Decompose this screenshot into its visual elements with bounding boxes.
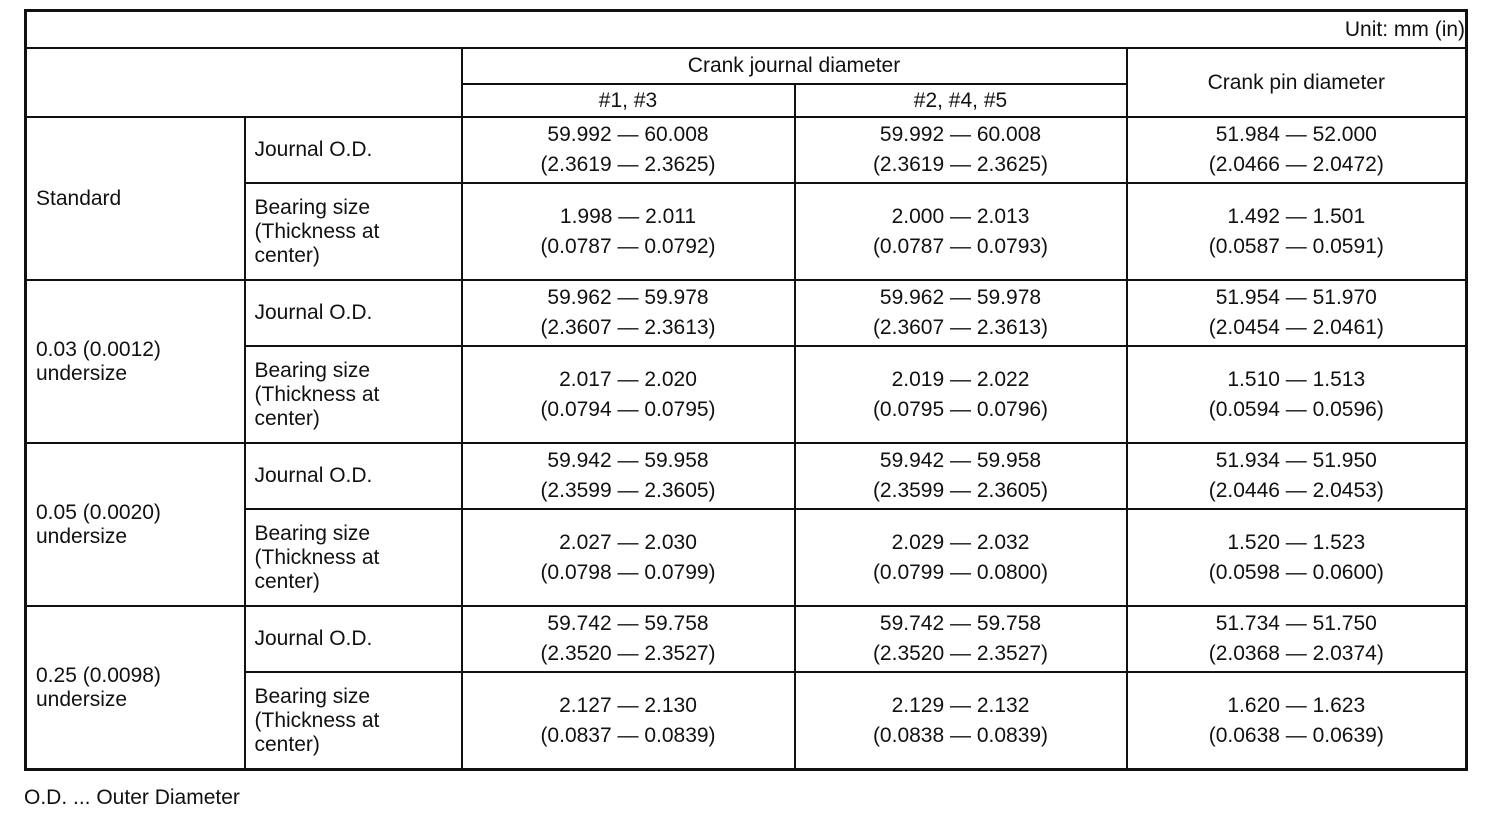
cell-line: undersize: [36, 687, 128, 711]
cell-line: 51.734 — 51.750: [1215, 612, 1377, 635]
cell-line: 2.019 — 2.022: [891, 367, 1030, 391]
cell-line: 59.942 — 59.958: [879, 449, 1042, 472]
cell-line: 59.992 — 60.008: [547, 123, 709, 146]
header-pin-diameter: Crank pin diameter: [1127, 48, 1467, 117]
cell-line: 1.620 — 1.623: [1227, 693, 1366, 717]
value-cell-c1: [462, 606, 795, 672]
cell-line: 0.25 (0.0098): [36, 663, 161, 687]
cell-line: Journal O.D.: [254, 301, 373, 324]
size-group-label: [26, 606, 245, 770]
value-cell-c1: [462, 280, 795, 346]
unit-label: Unit: mm (in): [26, 11, 1467, 49]
row-label: [245, 672, 462, 770]
cell-line: 59.962 — 59.978: [879, 286, 1042, 309]
value-cell-c3: [1127, 509, 1467, 606]
row-label: [245, 509, 462, 606]
cell-line: (0.0638 — 0.0639): [1208, 723, 1384, 747]
cell-line: 2.017 — 2.020: [559, 367, 697, 391]
header-journal-diameter: Crank journal diameter: [462, 48, 1127, 84]
value-cell-c3: [1127, 346, 1467, 443]
cell-line: Bearing size: [254, 195, 371, 219]
row-label: [245, 606, 462, 672]
value-cell-c2: [795, 346, 1127, 443]
cell-line: 51.934 — 51.950: [1215, 449, 1377, 472]
cell-line: (Thickness at: [254, 219, 380, 243]
cell-line: (0.0598 — 0.0600): [1208, 560, 1384, 584]
cell-line: 2.000 — 2.013: [891, 204, 1030, 228]
cell-line: center): [254, 732, 320, 756]
cell-line: (0.0594 — 0.0596): [1208, 397, 1384, 421]
cell-line: (Thickness at: [254, 545, 380, 569]
size-group-label: [26, 443, 245, 606]
cell-line: Journal O.D.: [254, 138, 373, 161]
cell-line: 0.05 (0.0020): [36, 500, 161, 524]
cell-line: Standard: [36, 186, 122, 210]
table-row: [26, 280, 1467, 346]
cell-line: (2.3520 — 2.3527): [872, 642, 1049, 665]
table-row: [26, 117, 1467, 183]
value-cell-c3: [1127, 183, 1467, 280]
value-cell-c2: [795, 606, 1127, 672]
cell-line: (2.0368 — 2.0374): [1208, 642, 1384, 665]
footnote: O.D. ... Outer Diameter: [24, 786, 240, 809]
cell-line: 2.029 — 2.032: [891, 530, 1030, 554]
cell-line: (2.0454 — 2.0461): [1208, 316, 1384, 339]
row-label: [245, 443, 462, 509]
value-cell-c3: [1127, 443, 1467, 509]
value-cell-c3: [1127, 672, 1467, 770]
cell-line: (2.3520 — 2.3527): [540, 642, 716, 665]
table-row: [26, 606, 1467, 672]
header-corner: [26, 48, 462, 117]
cell-line: center): [254, 406, 320, 430]
row-label: [245, 183, 462, 280]
value-cell-c3: [1127, 117, 1467, 183]
cell-line: 2.027 — 2.030: [559, 530, 697, 554]
cell-line: 59.962 — 59.978: [547, 286, 709, 309]
cell-line: (2.0466 — 2.0472): [1208, 153, 1384, 176]
value-cell-c2: [795, 509, 1127, 606]
cell-line: (0.0587 — 0.0591): [1208, 234, 1384, 258]
cell-line: 1.520 — 1.523: [1227, 530, 1366, 554]
cell-line: 2.129 — 2.132: [891, 693, 1030, 717]
cell-line: Bearing size: [254, 684, 371, 708]
header-col-2-4-5: #2, #4, #5: [795, 84, 1127, 117]
bearing-spec-table: [24, 9, 1468, 771]
value-cell-c1: [462, 183, 795, 280]
cell-line: (0.0787 — 0.0793): [872, 234, 1049, 258]
cell-line: (0.0799 — 0.0800): [872, 560, 1049, 584]
cell-line: undersize: [36, 524, 128, 548]
value-cell-c1: [462, 346, 795, 443]
size-group-label: [26, 117, 245, 280]
cell-line: 1.492 — 1.501: [1227, 204, 1366, 228]
value-cell-c1: [462, 672, 795, 770]
value-cell-c1: [462, 509, 795, 606]
cell-line: (2.3607 — 2.3613): [872, 316, 1049, 339]
cell-line: (2.3607 — 2.3613): [540, 316, 716, 339]
cell-line: (2.0446 — 2.0453): [1208, 479, 1384, 502]
value-cell-c2: [795, 117, 1127, 183]
cell-line: 1.998 — 2.011: [559, 204, 697, 228]
cell-line: (0.0798 — 0.0799): [540, 560, 716, 584]
value-cell-c2: [795, 280, 1127, 346]
cell-line: Bearing size: [254, 521, 371, 545]
cell-line: (Thickness at: [254, 708, 380, 732]
cell-line: undersize: [36, 361, 128, 385]
cell-line: (2.3619 — 2.3625): [872, 153, 1049, 176]
cell-line: center): [254, 569, 320, 593]
cell-line: 59.742 — 59.758: [547, 612, 709, 635]
value-cell-c2: [795, 183, 1127, 280]
cell-line: Journal O.D.: [254, 464, 373, 487]
cell-line: (2.3599 — 2.3605): [872, 479, 1049, 502]
cell-line: (Thickness at: [254, 382, 380, 406]
cell-line: 59.992 — 60.008: [879, 123, 1042, 146]
value-cell-c3: [1127, 280, 1467, 346]
value-cell-c3: [1127, 606, 1467, 672]
cell-line: (0.0837 — 0.0839): [540, 723, 716, 747]
cell-line: 59.742 — 59.758: [879, 612, 1042, 635]
cell-line: 51.984 — 52.000: [1215, 123, 1377, 146]
cell-line: (2.3599 — 2.3605): [540, 479, 716, 502]
cell-line: 1.510 — 1.513: [1227, 367, 1366, 391]
cell-line: 51.954 — 51.970: [1215, 286, 1377, 309]
cell-line: center): [254, 243, 320, 267]
row-label: [245, 280, 462, 346]
row-label: [245, 117, 462, 183]
header-row-1: [26, 48, 1467, 84]
cell-line: 2.127 — 2.130: [559, 693, 697, 717]
value-cell-c2: [795, 443, 1127, 509]
value-cell-c1: [462, 117, 795, 183]
row-label: [245, 346, 462, 443]
value-cell-c2: [795, 672, 1127, 770]
cell-line: (0.0795 — 0.0796): [872, 397, 1049, 421]
size-group-label: [26, 280, 245, 443]
cell-line: (2.3619 — 2.3625): [540, 153, 716, 176]
cell-line: Journal O.D.: [254, 627, 373, 650]
cell-line: (0.0838 — 0.0839): [872, 723, 1049, 747]
cell-line: (0.0794 — 0.0795): [540, 397, 716, 421]
cell-line: 0.03 (0.0012): [36, 337, 161, 361]
cell-line: (0.0787 — 0.0792): [540, 234, 716, 258]
cell-line: 59.942 — 59.958: [547, 449, 709, 472]
value-cell-c1: [462, 443, 795, 509]
unit-row: [26, 11, 1467, 49]
table-row: [26, 443, 1467, 509]
cell-line: Bearing size: [254, 358, 371, 382]
header-col-1-3: #1, #3: [462, 84, 795, 117]
